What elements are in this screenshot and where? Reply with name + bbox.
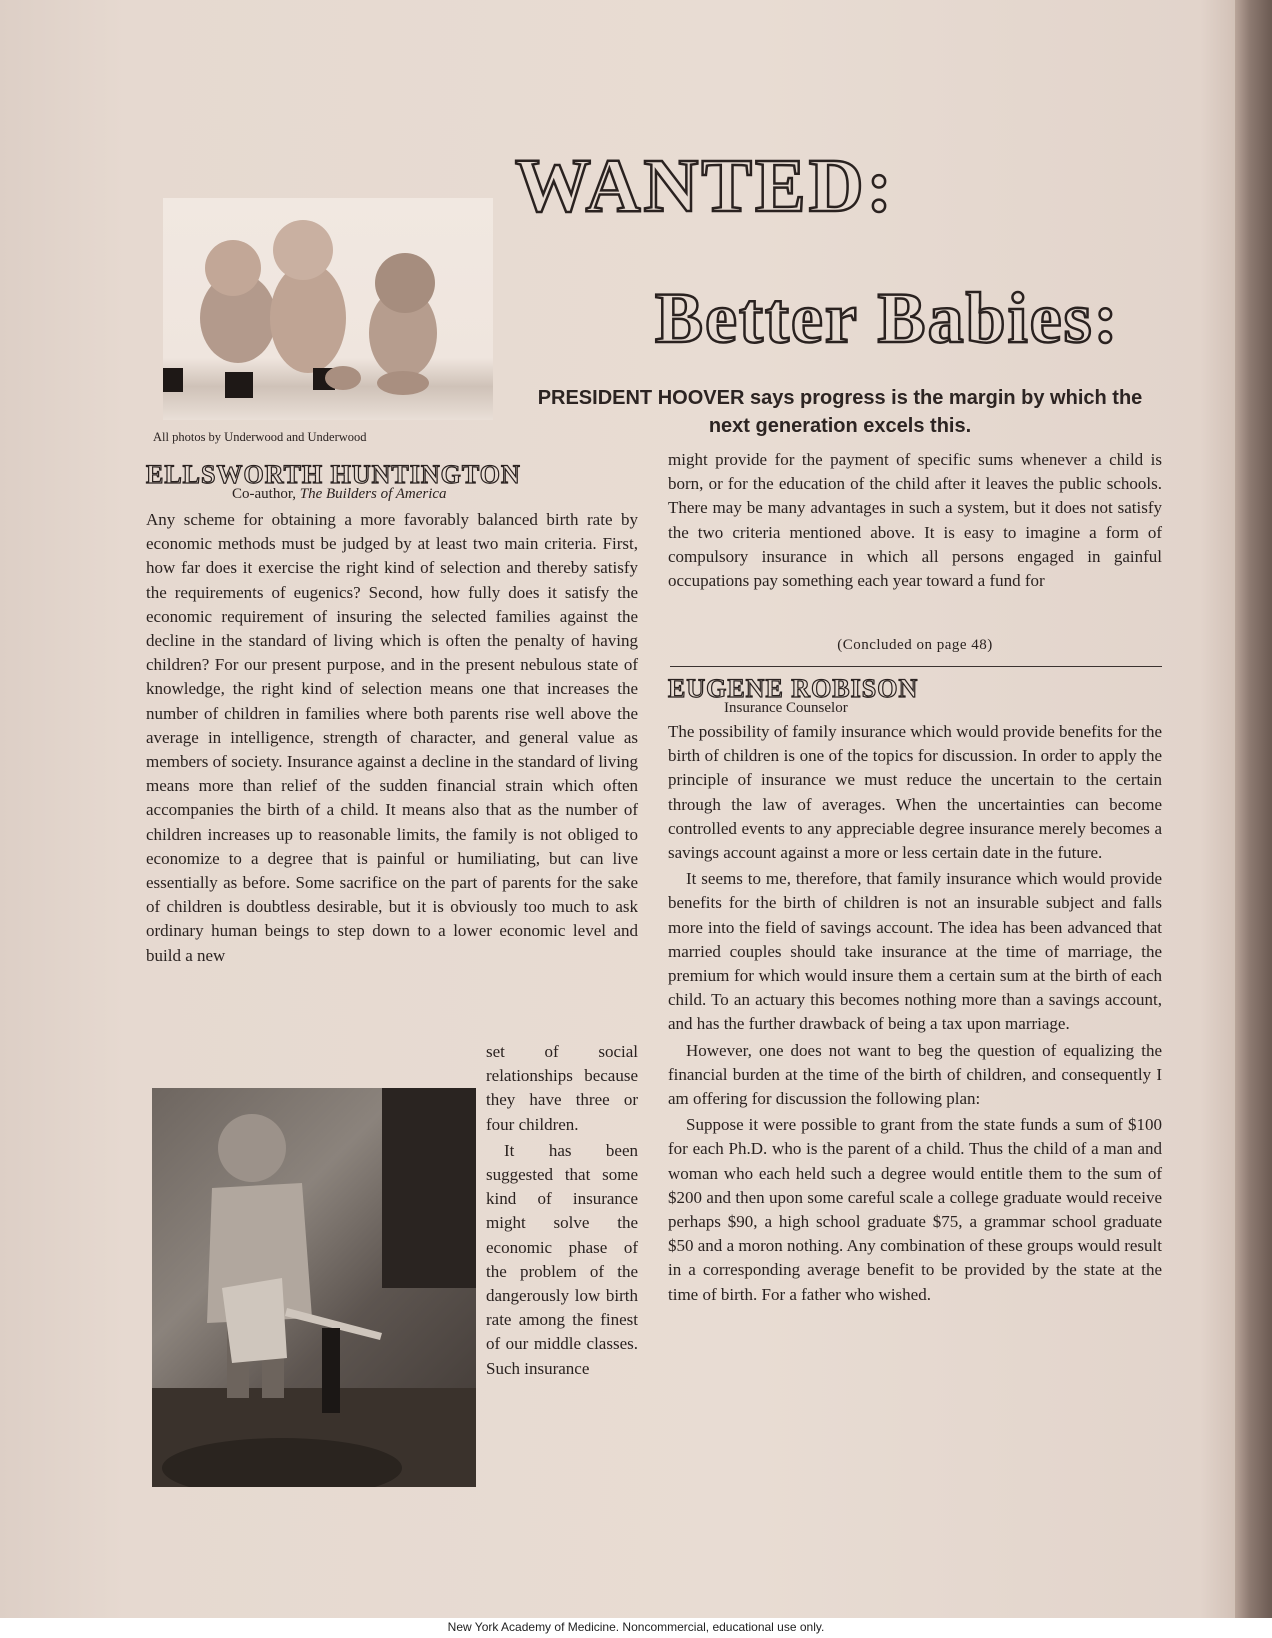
column1-side-paragraph-1: set of social relationships because they have three or four children. — [486, 1042, 638, 1134]
author1-name: ELLSWORTH HUNTINGTON — [146, 460, 521, 489]
column2-paragraph-4: Suppose it were possible to grant from the state funds a sum of $100 for each Ph.D. who is the parent of a child. Thus the child of a man and woman who each held such a degree would entitle them to the sum of $200 and then upon some careful scale a college graduate would receive perhaps $90, a high school graduate $75, a grammar school graduate $50 and a moron nothing. Any combination of these groups would result in a corresponding average benefit to be provided by the state at the time of birth. For a father who wished. — [668, 1115, 1162, 1304]
column2-continuation-text — [668, 448, 1162, 593]
child-watering-photo — [152, 1088, 476, 1487]
column1-main-text — [146, 508, 638, 968]
deck-subheading: PRESIDENT HOOVER says progress is the margin by which the next generation excels this. — [537, 387, 1143, 437]
author1-role — [232, 486, 447, 503]
author2-role: Insurance Counselor — [724, 700, 848, 716]
column2-main-text — [668, 720, 1162, 1307]
author1-book-title: The Builders of America — [299, 486, 447, 502]
babies-photo — [163, 198, 493, 420]
continued-note: (Concluded on page 48) — [837, 637, 993, 653]
book-spine — [1235, 0, 1272, 1618]
section-divider — [670, 666, 1162, 667]
photo-credit: All photos by Underwood and Underwood — [153, 430, 367, 444]
column1-side-paragraph-2: It has been suggested that some kind of insurance might solve the economic phase of the problem of the dangerously low birth rate among the finest of our middle classes. Such insurance — [486, 1140, 638, 1378]
column1-side-text — [486, 1040, 638, 1381]
author1-role-prefix: Co-author, — [232, 486, 300, 502]
column2-paragraph-2: It seems to me, therefore, that family insurance which would provide benefits for the birth of children is not an insurable subject and falls more into the field of savings account. The idea has been advanced that married couples should take insurance at the time of marriage, the premium for which would insure them a certain sum at the birth of each child. To an actuary this becomes nothing more than a savings account, and has the further drawback of being a tax upon marriage. — [668, 869, 1162, 1034]
babies-illustration — [163, 198, 493, 420]
column2-paragraph-3: However, one does not want to beg the question of equalizing the financial burden at the time of the birth of children, and consequently I am offering for discussion the following plan: — [668, 1040, 1162, 1109]
column1-paragraph: Any scheme for obtaining a more favorably balanced birth rate by economic methods must be judged by at least two main criteria. First, how far does it exercise the right kind of selection and thereby satisfy the requirements of eugenics? Second, how fully does it satisfy the economic requirement of insuring the selected families against the decline in the standard of living which is often the penalty of having children? For our present purpose, and in the present nebulous state of knowledge, the right kind of selection means one that increases the number of children in families where both parents rise well above the average in intelligence, strength of character, and general value as members of society. Insurance against a decline in the standard of living means more than relief of the sudden financial strain which often accompanies the birth of a child. It means also that as the number of children increases up to reasonable limits, the family is not obliged to economize to a degree that is painful or humiliating, but can live essentially as before. Some sacrifice on the part of parents for the sake of children is doubtless desirable, but it is obviously too much to ask ordinary human beings to step down to a lower economic level and build a new — [146, 510, 638, 965]
child-illustration — [152, 1088, 476, 1487]
headline-wanted: WANTED: — [515, 144, 895, 228]
headline-better-babies: Better Babies: — [655, 278, 1120, 358]
usage-footer: New York Academy of Medicine. Noncommercial, educational use only. — [447, 1620, 825, 1634]
column2-continuation-paragraph: might provide for the payment of specific sums whenever a child is born, or for the education of the child after it leaves the public schools. There may be many advantages in such a system, but it does not satisfy the two criteria mentioned above. It is easy to imagine a form of compulsory insurance in which all persons engaged in gainful occupations pay something each year toward a fund for — [668, 450, 1162, 591]
author2-name: EUGENE ROBISON — [668, 674, 919, 703]
column2-paragraph-1: The possibility of family insurance which would provide benefits for the birth of children is one of the topics for discussion. In order to apply the principle of insurance we must reduce the uncertain to the certain through the law of averages. When the uncertainties can become controlled events to any appreciable degree insurance merely becomes a savings account against a more or less certain date in the future. — [668, 722, 1162, 863]
